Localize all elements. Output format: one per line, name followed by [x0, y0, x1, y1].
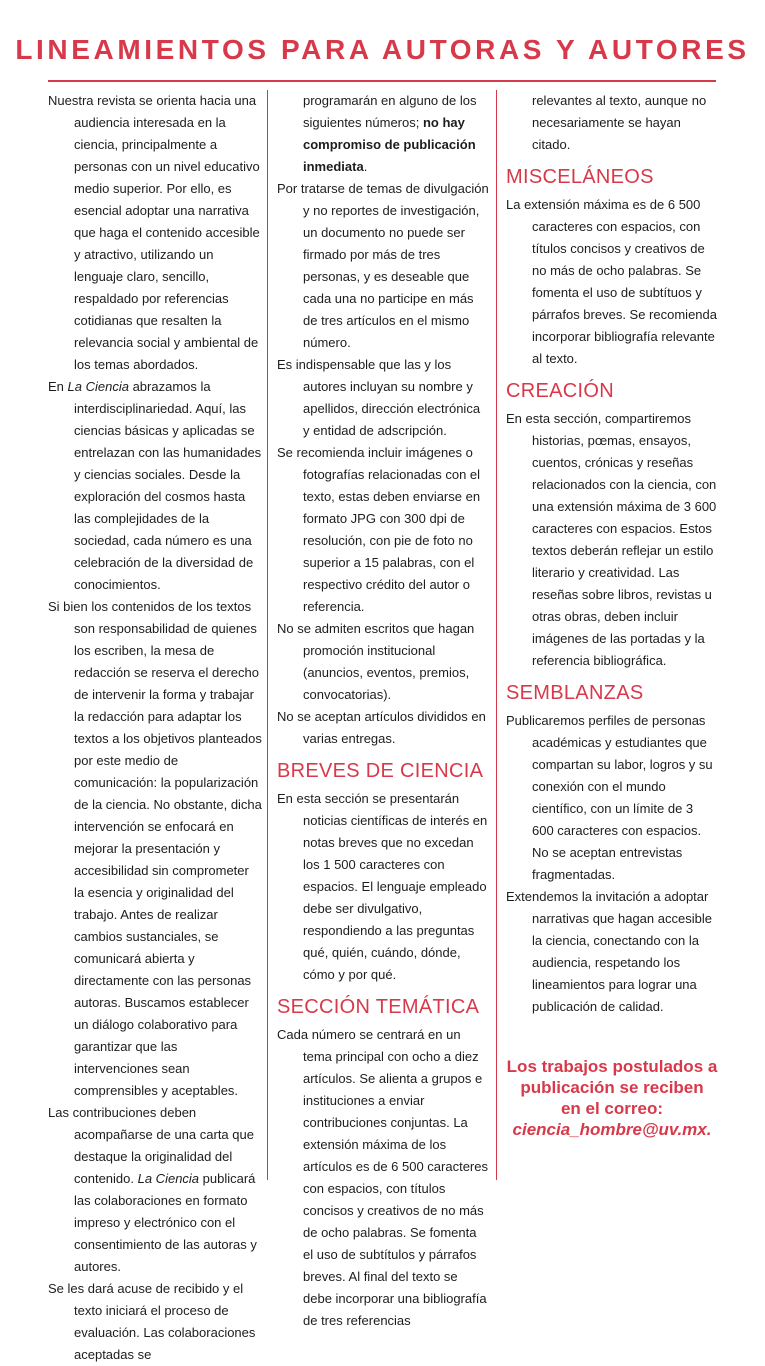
magazine-name: La Ciencia [67, 379, 129, 394]
page-title: LINEAMIENTOS PARA AUTORAS Y AUTORES [15, 34, 750, 65]
miscelaneos-heading: MISCELÁNEOS [506, 166, 654, 188]
intro-paragraph: Nuestra revista se orienta hacia una audiencia interesada en la ciencia, principalmente a personas con un nivel educativo medio superior. Por ello, es esencial adoptar una narrativa que haga el contenido accesible y atractivo, utilizando un lenguaje claro, sencillo, respaldado por referencias cotidianas que resalten la relevancia social y ambiental de los temas abordados. [48, 93, 260, 372]
images-paragraph: Se recomienda incluir imágenes o fotografías relacionadas con el texto, estas deben enviarse en formato JPG con 300 dpi de resolución, con pie de foto no superior a 15 palabras, con el respectivo crédito del autor o referencia. [277, 445, 481, 614]
creacion-heading: CREACIÓN [506, 380, 614, 402]
author-info-paragraph: Es indispensable que las y los autores incluyan su nombre y apellidos, dirección electrónica y entidad de adscripción. [277, 357, 481, 438]
miscelaneos-paragraph: La extensión máxima es de 6 500 caracteres con espacios, con títulos concisos y creativos de no más de ocho palabras. Se fomenta el uso de subtítuos y párrafos breves. Se recomienda incorporar bibliografía relevante al texto. [506, 197, 717, 366]
no-commitment-note: no hay compromiso de publicación inmediata [303, 115, 476, 174]
column-2 [277, 90, 489, 1332]
programming-paragraph: programarán en alguno de los siguientes números; no hay compromiso de publicación inmediata. [303, 93, 477, 174]
creacion-paragraph: En esta sección, compartiremos historias, pœmas, ensayos, cuentos, crónicas y reseñas relacionados con la ciencia, con una extensión máxima de 3 600 caracteres con espacios. Estos textos deberán reflejar un estilo literario y creatividad. Las reseñas sobre libros, revistas u otras obras, deben incluir imágenes de las portadas y la referencia bibliográfica. [506, 411, 717, 668]
magazine-name: La Ciencia [137, 1171, 200, 1186]
column-3 [506, 90, 718, 1140]
interdisciplinary-paragraph: En La Ciencia abrazamos la interdisciplinariedad. Aquí, las ciencias básicas y aplicadas se entrelazan con las humanidades y ciencias sociales. Desde la exploración del cosmos hasta las complejidades de la sociedad, cada número es una celebración de la diversidad de conocimientos. [48, 379, 262, 592]
column-1 [48, 90, 262, 1366]
column-divider-2 [496, 90, 497, 1180]
tematica-heading: SECCIÓN TEMÁTICA [277, 996, 480, 1018]
contributions-paragraph: Las contribuciones deben acompañarse de una carta que destaque la originalidad del contenido. La Ciencia publicará las colaboraciones en formato impreso y electrónico con el consentimiento de las autoras y autores. [48, 1105, 257, 1274]
submission-callout: Los trabajos postulados a publicación se reciben en el correo: ciencia_hombre@uv.mx. [506, 1057, 718, 1139]
semblanzas-heading: SEMBLANZAS [506, 682, 644, 704]
editorial-paragraph: Si bien los contenidos de los textos son responsabilidad de quienes los escriben, la mesa de redacción se reserva el derecho de intervenir la forma y trabajar la redacción para adaptar los textos a los objetivos planteados por este medio de comunicación: la popularización de la ciencia. No obstante, dicha intervención se enfocará en mejorar la presentación y accesibilidad sin comprometer la esencia y originalidad del trabajo. Antes de realizar cambios sustanciales, se comunicará abierta y directamente con las personas autoras. Buscamos establecer un diálogo colaborativo para garantizar que las intervenciones sean comprensibles y aceptables. [48, 599, 262, 1098]
column-divider-1 [267, 90, 268, 1180]
acknowledgment-paragraph: Se les dará acuse de recibido y el texto iniciará el proceso de evaluación. Las colaboraciones aceptadas se [48, 1281, 256, 1362]
contact-email-link[interactable]: ciencia_hombre@uv.mx. [512, 1120, 712, 1139]
invitation-paragraph: Extendemos la invitación a adoptar narrativas que hagan accesible la ciencia, conectando con la audiencia, respetando los lineamientos para lograr una publicación de calidad. [506, 889, 712, 1014]
authorship-paragraph: Por tratarse de temas de divulgación y no reportes de investigación, un documento no puede ser firmado por más de tres personas, y es deseable que cada una no participe en más de tres artículos en el mismo número. [277, 181, 489, 350]
title-rule [48, 80, 716, 82]
promotion-paragraph: No se admiten escritos que hagan promoción institucional (anuncios, eventos, premios, convocatorias). [277, 621, 475, 702]
semblanzas-paragraph: Publicaremos perfiles de personas académicas y estudiantes que compartan su labor, logros y su conexión con el mundo científico, con un límite de 3 600 caracteres con espacios. No se aceptan entrevistas fragmentadas. [506, 713, 713, 882]
breves-heading: BREVES DE CIENCIA [277, 760, 484, 782]
divided-articles-paragraph: No se aceptan artículos divididos en varias entregas. [277, 709, 486, 746]
tematica-paragraph: Cada número se centrará en un tema principal con ocho a diez artículos. Se alienta a grupos e instituciones a enviar contribuciones conjuntas. La extensión máxima de los artículos es de 6 500 caracteres con espacios, con títulos concisos y creativos de no más de ocho palabras. Se fomenta el uso de subtítulos y párrafos breves. Al final del texto se debe incorporar una bibliografía de tres referencias [277, 1027, 488, 1328]
references-continuation: relevantes al texto, aunque no necesariamente se hayan citado. [532, 93, 707, 152]
breves-paragraph: En esta sección se presentarán noticias científicas de interés en notas breves que no excedan los 1 500 caracteres con espacios. El lenguaje empleado debe ser divulgativo, respondiendo a las preguntas qué, quién, cuándo, dónde, cómo y por qué. [277, 791, 488, 982]
